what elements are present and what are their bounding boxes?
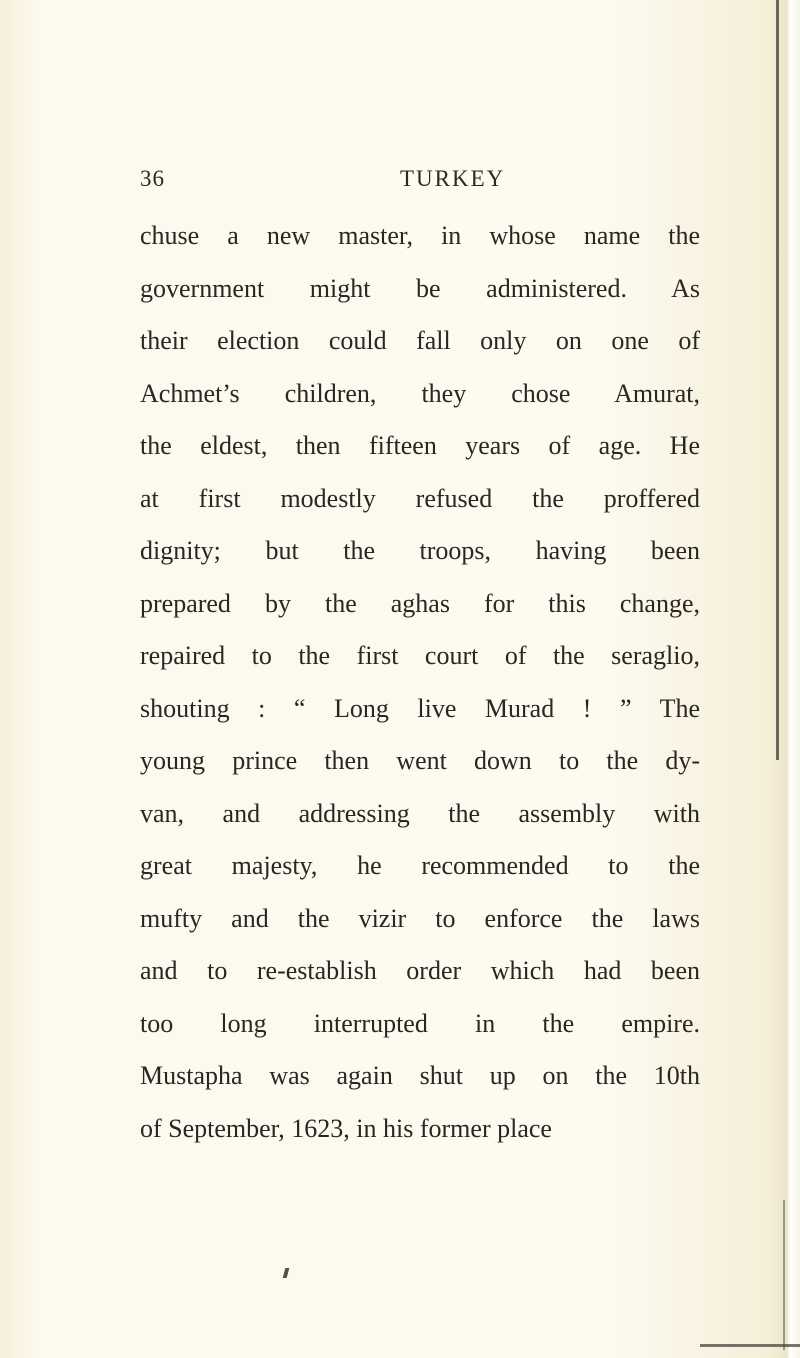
text-line: and to re-establish order which had been	[140, 956, 700, 985]
text-line: too long interrupted in the empire.	[140, 1008, 700, 1038]
body-text	[140, 210, 700, 1155]
binding-shadow	[776, 0, 779, 760]
text-line: repaired to the first court of the seraglio,	[140, 641, 700, 670]
text-line: of September, 1623, in his former place	[140, 1113, 552, 1143]
text-line: Achmet’s children, they chose Amurat,	[140, 378, 700, 408]
text-line: young prince then went down to the dy-	[140, 746, 700, 775]
text-line: prepared by the aghas for this change,	[140, 588, 700, 618]
text-line: chuse a new master, in whose name the	[140, 221, 700, 250]
text-line: great majesty, he recommended to the	[140, 851, 700, 880]
page-header	[0, 166, 800, 198]
text-line: mufty and the vizir to enforce the laws	[140, 903, 700, 933]
page-number: 36	[140, 166, 165, 191]
text-line: Mustapha was again shut up on the 10th	[140, 1061, 700, 1090]
page-edge	[786, 0, 800, 1358]
text-line: dignity; but the troops, having been	[140, 536, 700, 565]
binding-shadow-lower	[783, 1200, 785, 1350]
text-line: at first modestly refused the proffered	[140, 483, 700, 513]
text-line: government might be administered. As	[140, 273, 700, 303]
bottom-edge-shadow	[700, 1344, 800, 1347]
ink-mark	[283, 1268, 290, 1278]
running-title: TURKEY	[400, 166, 506, 191]
text-line: van, and addressing the assembly with	[140, 798, 700, 828]
text-line: the eldest, then fifteen years of age. He	[140, 431, 700, 460]
text-line: their election could fall only on one of	[140, 326, 700, 355]
text-line: shouting : “ Long live Murad ! ” The	[140, 693, 700, 723]
